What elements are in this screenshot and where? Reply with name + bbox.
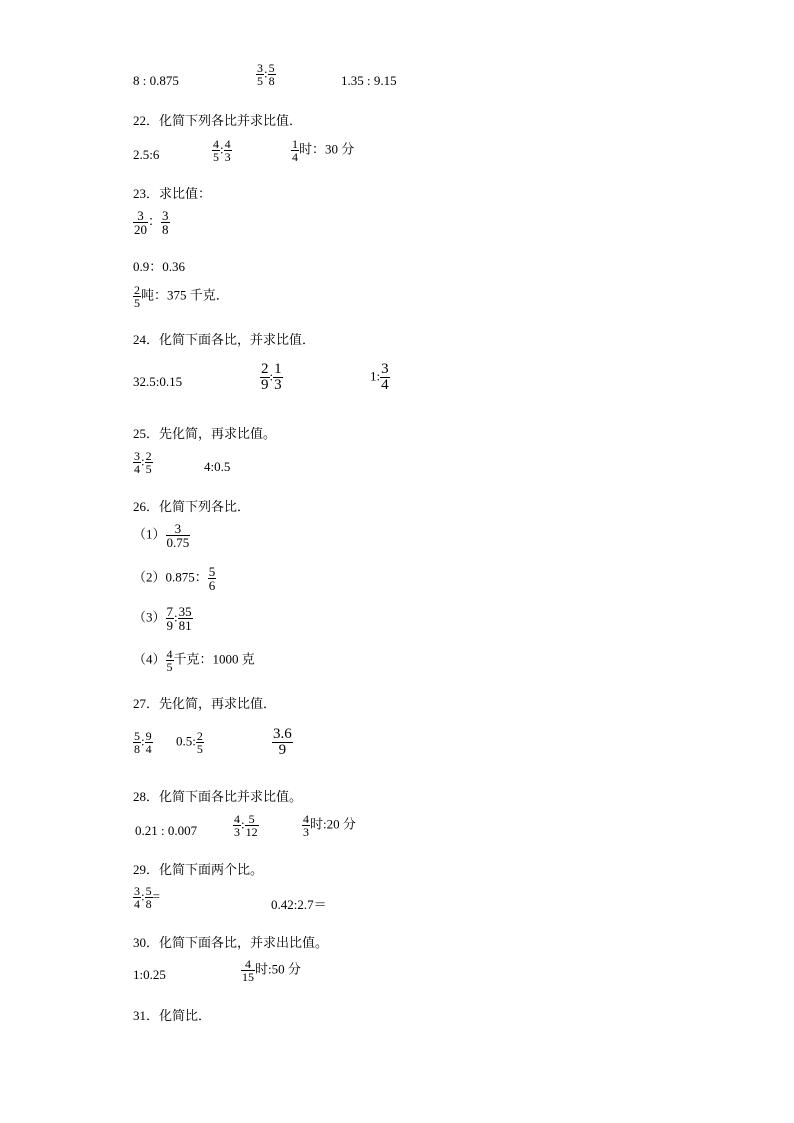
q30-expr-b: $\frac{4}{15}$ 时:50 分: [242, 957, 301, 984]
q26-item-2: （2）0.875： $\frac{5}{6}$: [133, 564, 216, 593]
q27-expr-a: $\frac{5}{8}$ : $\frac{9}{4}$: [134, 729, 152, 756]
q22-expr-a: 2.5:6: [133, 147, 160, 162]
q30-expr-a: 1:0.25: [133, 967, 166, 982]
q21-expr-b: $\frac{3}{5}$ : $\frac{5}{8}$: [257, 61, 275, 88]
q23-expr-c: $\frac{2}{5}$ 吨：375 千克．: [134, 283, 229, 310]
q26-item-1: （1） $\frac{3}{0.75}$: [133, 521, 190, 550]
q28-title: 28．化简下面各比并求比值。: [133, 789, 303, 804]
q27-title: 27．先化简，再求比值．: [133, 696, 277, 711]
q29-expr-b: 0.42:2.7＝: [271, 897, 327, 912]
q26-title: 26．化简下列各比．: [133, 499, 251, 514]
q31-title: 31．化简比．: [133, 1008, 212, 1023]
q24-title: 24．化简下面各比，并求比值．: [133, 332, 316, 347]
q24-expr-c: 1: $\frac{3}{4}$: [370, 361, 389, 393]
q27-expr-c: $\frac{3.6}{9}$: [273, 726, 292, 758]
q23-title: 23．求比值：: [133, 186, 212, 201]
q28-expr-a: 0.21 : 0.007: [135, 823, 198, 838]
q30-title: 30．化简下面各比，并求出比值。: [133, 935, 329, 950]
q23-expr-b: 0.9：0.36: [133, 259, 186, 274]
q22-expr-c: $\frac{1}{4}$ 时：30 分: [292, 137, 355, 164]
q29-expr-a: $\frac{3}{4}$ : $\frac{5}{8}$ =: [134, 884, 160, 911]
q26-item-3: （3） $\frac{7}{9}$ : $\frac{35}{81}$: [133, 604, 192, 633]
q25-expr-b: 4:0.5: [204, 459, 231, 474]
q25-expr-a: $\frac{3}{4}$ : $\frac{2}{5}$: [134, 449, 152, 476]
q28-expr-b: $\frac{4}{3}$ : $\frac{5}{12}$: [234, 812, 258, 839]
q21-expr-a: 8 : 0.875: [133, 73, 179, 88]
q26-item-4: （4） $\frac{4}{5}$ 千克：1000 克: [133, 647, 255, 674]
q24-expr-a: 32.5:0.15: [133, 374, 183, 389]
q22-expr-b: $\frac{4}{5}$ : $\frac{4}{3}$: [213, 137, 231, 164]
q22-title: 22．化简下列各比并求比值．: [133, 113, 303, 128]
q27-expr-b: 0.5: $\frac{2}{5}$: [176, 729, 203, 756]
q24-expr-b: $\frac{2}{9}$ : $\frac{1}{3}$: [261, 361, 282, 393]
q28-expr-c: $\frac{4}{3}$ 时:20 分: [303, 812, 356, 839]
q21-expr-c: 1.35 : 9.15: [341, 73, 397, 88]
q23-expr-a: $\frac{3}{20}$ ： $\frac{3}{8}$: [134, 208, 169, 237]
q29-title: 29．化简下面两个比。: [133, 862, 264, 877]
q25-title: 25．先化简，再求比值。: [133, 426, 277, 441]
